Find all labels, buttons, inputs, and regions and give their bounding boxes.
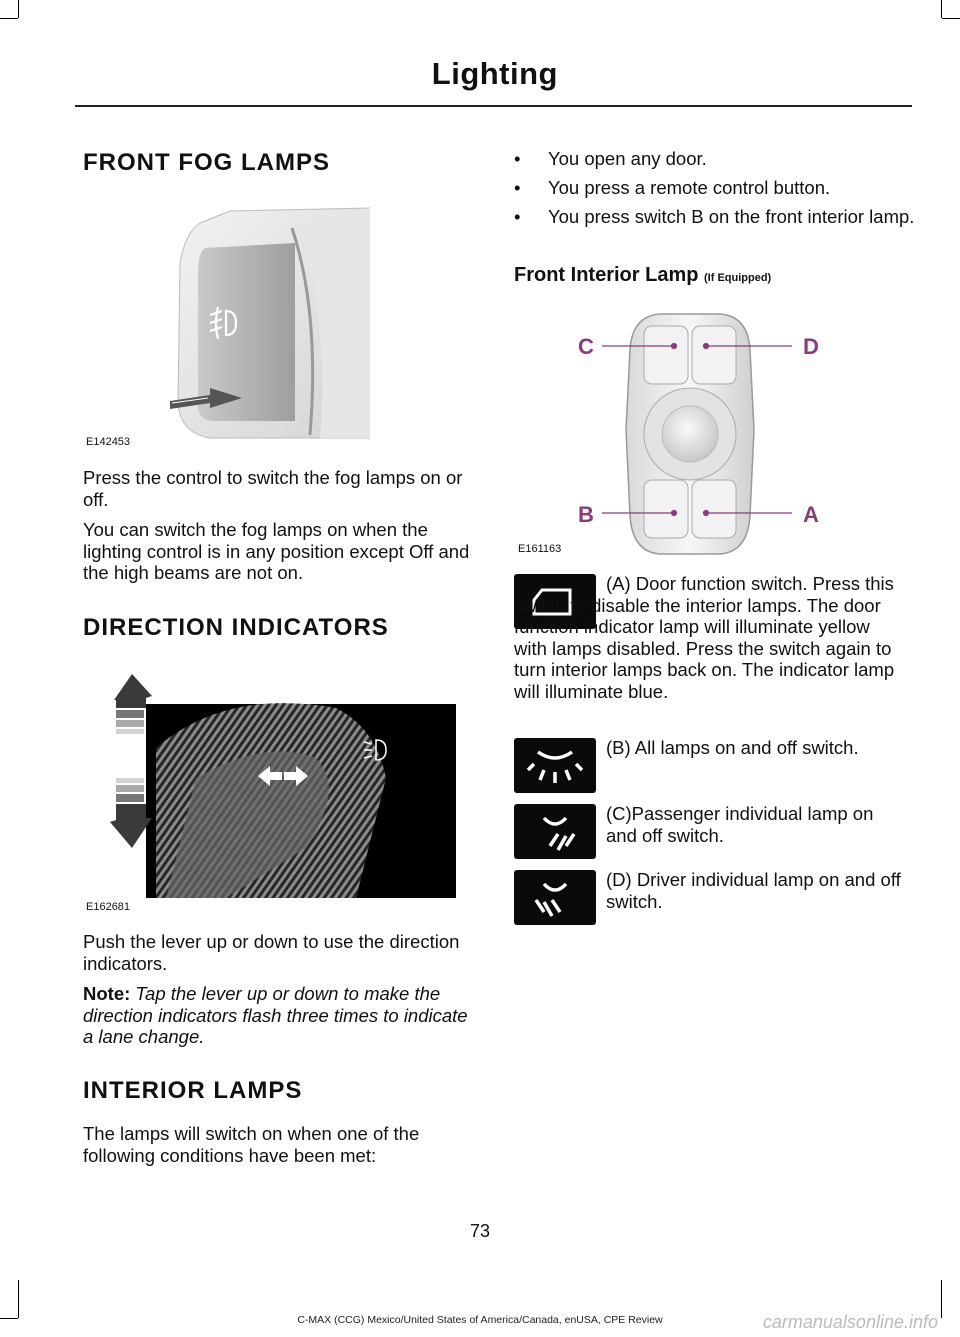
up-arrow-icon — [114, 674, 152, 708]
fog-paragraph-1: Press the control to switch the fog lamps on or off. — [83, 467, 463, 510]
interior-lamp-figure — [570, 310, 830, 560]
direction-heading: DIRECTION INDICATORS — [83, 614, 389, 641]
interior-paragraph: The lamps will switch on when one of the following conditions have been met: — [83, 1123, 420, 1166]
header-divider — [75, 105, 912, 107]
crop-mark — [941, 1280, 942, 1318]
bullet-icon: • — [514, 206, 521, 227]
all-lamps-icon — [514, 738, 596, 793]
item-b-text: (B) All lamps on and off switch. — [606, 737, 859, 758]
note-label: Note: — [83, 983, 131, 1004]
crop-mark — [18, 1280, 19, 1318]
page-title: Lighting — [431, 56, 558, 91]
list-item-text: You press a remote control button. — [548, 177, 831, 198]
figure-id: E161163 — [518, 543, 562, 555]
footer-text: C-MAX (CCG) Mexico/United States of America/Canada, enUSA, CPE Review — [297, 1314, 663, 1326]
bullet-icon: • — [514, 177, 521, 198]
figure-id: E142453 — [86, 436, 131, 448]
callout-c: C — [578, 334, 594, 359]
callout-d: D — [803, 334, 819, 359]
crop-mark — [941, 0, 942, 18]
item-d-text: (D) Driver individual lamp on and off switch. — [606, 869, 901, 912]
watermark: carmanualsonline.info — [762, 1312, 938, 1332]
interior-heading: INTERIOR LAMPS — [83, 1077, 303, 1104]
list-item-text: You press switch B on the front interior lamp. — [548, 206, 915, 227]
item-a-text: (A) Door function switch. Press this switch to disable the interior lamps. The door function indicator lamp will illuminate yellow with lamps disabled. Press the switch again to turn interior lamps back on. The indicator lamp will illuminate blue. — [514, 573, 895, 702]
fog-paragraph-2: You can switch the fog lamps on when the lighting control is in any position except Off and the high beams are not on. — [83, 519, 470, 583]
crop-mark — [18, 0, 19, 18]
item-c-text: (C)Passenger individual lamp on and off switch. — [606, 803, 874, 846]
subheading — [514, 264, 771, 287]
crop-mark — [0, 18, 18, 19]
fog-heading: FRONT FOG LAMPS — [83, 149, 330, 176]
callout-a: A — [803, 502, 819, 527]
passenger-lamp-icon — [514, 804, 596, 859]
page-number: 73 — [469, 1221, 491, 1241]
direction-note — [83, 983, 478, 1048]
subheading-text: Front Interior Lamp — [514, 264, 699, 286]
down-arrow-icon — [110, 804, 152, 848]
direction-paragraph: Push the lever up or down to use the direction indicators. — [83, 931, 460, 974]
note-text: Tap the lever up or down to make the direction indicators flash three times to indicate a lane change. — [83, 983, 468, 1047]
direction-lever-figure — [106, 668, 458, 900]
list-item-text: You open any door. — [548, 148, 707, 169]
bullet-icon: • — [514, 148, 521, 169]
driver-lamp-icon — [514, 870, 596, 925]
subheading-suffix: (If Equipped) — [704, 272, 772, 284]
callout-b: B — [578, 502, 594, 527]
fog-lamp-figure — [170, 203, 370, 443]
figure-id: E162681 — [86, 901, 131, 913]
crop-mark — [942, 18, 960, 19]
